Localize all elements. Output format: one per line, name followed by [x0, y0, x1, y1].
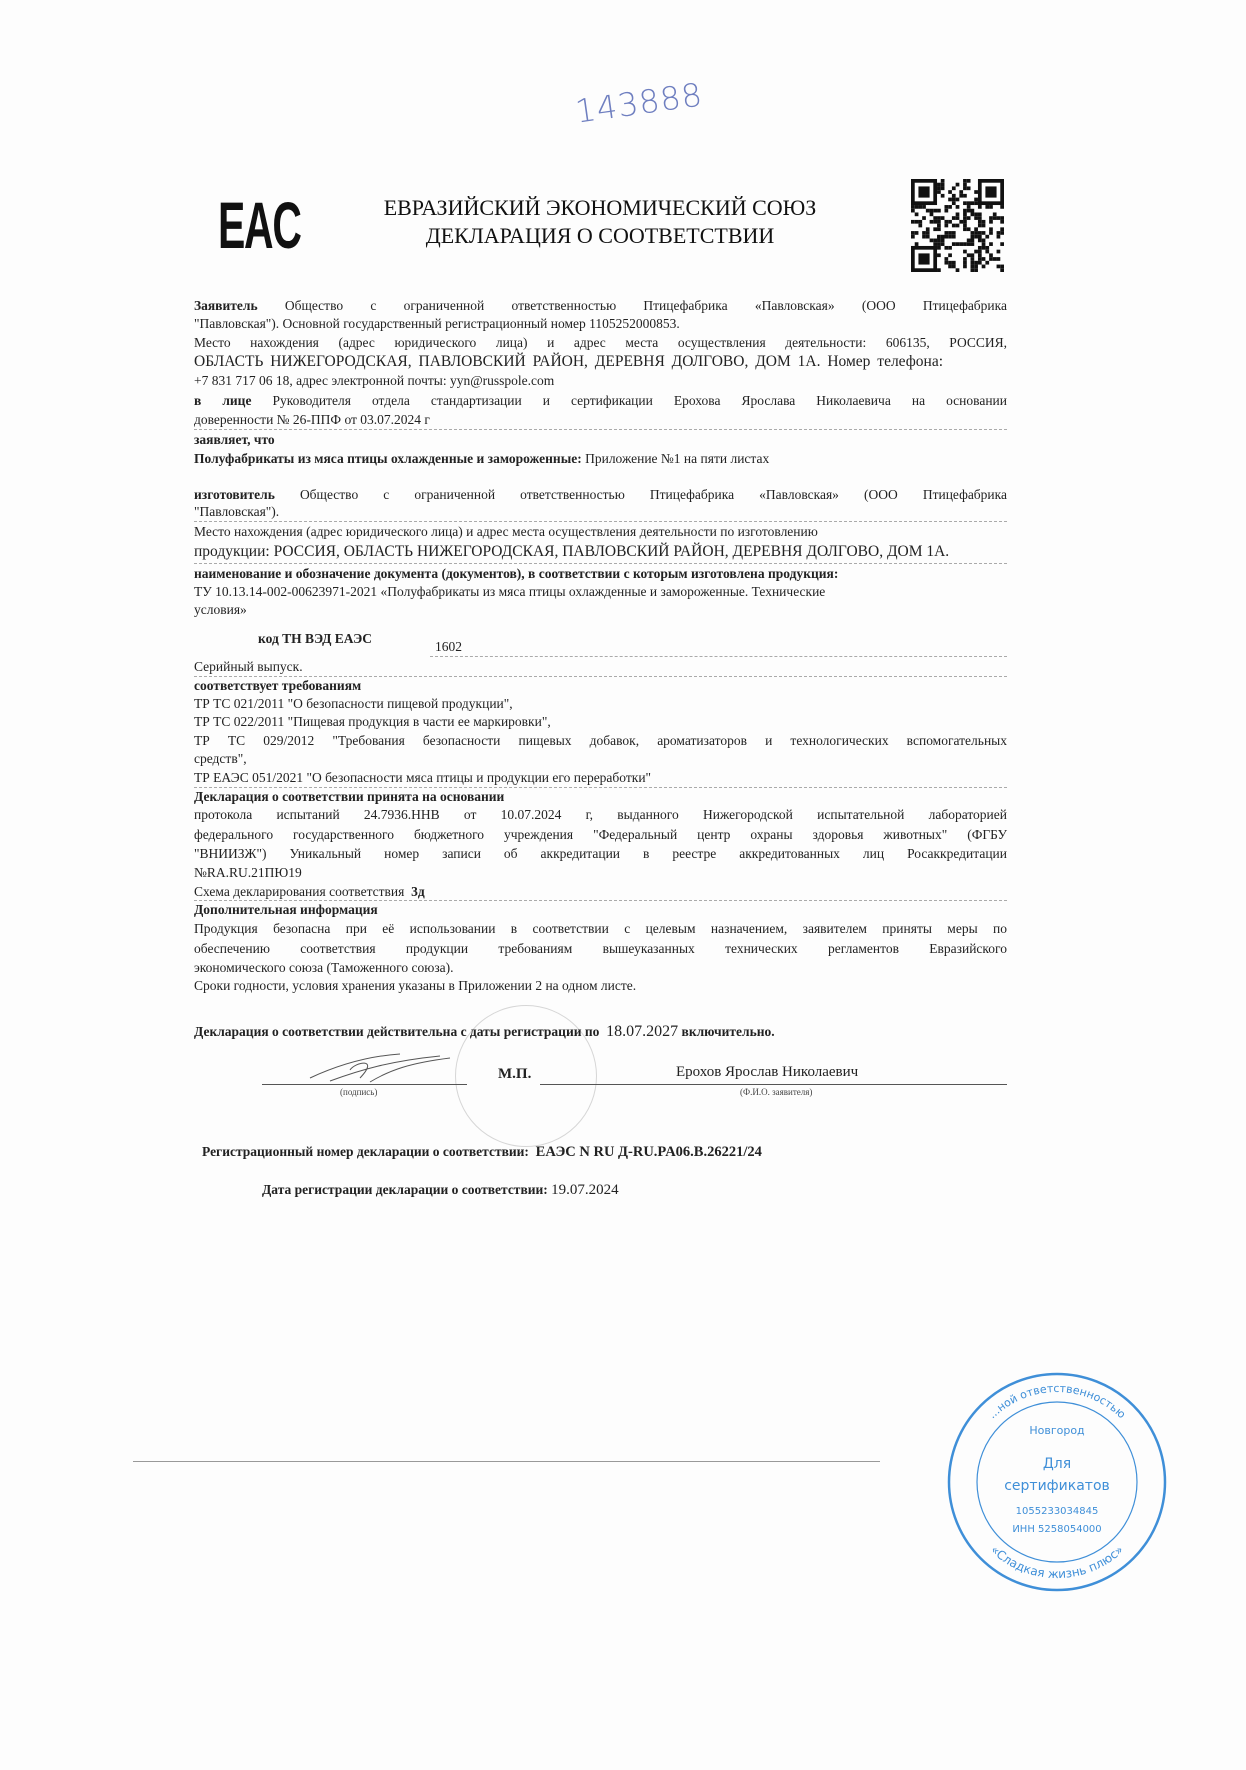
applicant-line-7: доверенности № 26-ППФ от 03.07.2024 г: [194, 412, 430, 427]
name-line: [540, 1084, 1007, 1085]
basis-line: №RA.RU.21ПЮ19: [194, 865, 302, 880]
manufacturer-line-4: продукции: РОССИЯ, ОБЛАСТЬ НИЖЕГОРОДСКАЯ, ПАВЛОВСКИЙ РАЙОН, ДЕРЕВНЯ ДОЛГОВО, ДОМ 1А.: [194, 543, 950, 560]
applicant-line-4: ОБЛАСТЬ НИЖЕГОРОДСКАЯ, ПАВЛОВСКИЙ РАЙОН, ДЕРЕВНЯ ДОЛГОВО, ДОМ 1А. Номер телефона:: [194, 353, 944, 370]
header-union: ЕВРАЗИЙСКИЙ ЭКОНОМИЧЕСКИЙ СОЮЗ: [383, 195, 817, 220]
applicant-name: Ерохов Ярослав Николаевич: [676, 1064, 859, 1080]
applicant-line-2: "Павловская"). Основной государственный регистрационный номер 1105252000853.: [194, 316, 680, 331]
text: Приложение №1 на пяти листах: [585, 451, 770, 466]
text: Декларация о соответствии принята на основании: [194, 789, 505, 804]
text: Общество с ограниченной ответственностью Птицефабрика «Павловская» (ООО Птицефабрика: [284, 298, 1008, 313]
additional-line: Продукция безопасна при её использовании в соответствии с целевым назначением, заявителем приняты меры по: [194, 921, 1007, 936]
rep-label: в лице: [194, 393, 252, 408]
eac-logo: EAC: [218, 188, 301, 262]
basis-label: [194, 788, 1007, 805]
separator: [194, 521, 1007, 522]
hs-code-label: [258, 630, 372, 647]
signature-line: [262, 1084, 467, 1085]
basis-line: "ВНИИЗЖ") Уникальный номер записи об аккредитации в реестре аккредитованных лиц Росаккредитации: [194, 846, 1007, 861]
company-stamp: [943, 1368, 1171, 1596]
text: код ТН ВЭД ЕАЭС: [258, 631, 373, 646]
separator: [194, 429, 1007, 430]
additional-line: обеспечению соответствия продукции требованиям вышеуказанных технических регламентов Евразийского: [194, 941, 1007, 956]
reg-date-line: [262, 1181, 619, 1199]
requirement-item: ТР ЕАЭС 051/2021 "О безопасности мяса птицы и продукции его переработки": [194, 770, 652, 785]
handwritten-number: 143888: [572, 75, 706, 131]
stamp-center-1: Для: [1042, 1456, 1072, 1472]
stamp-name: «Сладкая жизнь плюс»: [987, 1542, 1127, 1582]
additional-label: [194, 901, 1007, 918]
doc-line-1: ТУ 10.13.14-002-00623971-2021 «Полуфабрикаты из мяса птицы охлажденные и замороженные. Технические: [194, 584, 826, 599]
registration-label: Регистрационный номер декларации о соответствии:: [202, 1144, 529, 1159]
separator: [194, 563, 1007, 564]
applicant-label: Заявитель: [194, 298, 258, 313]
stamp-ogrn: 1055233034845: [1015, 1506, 1099, 1517]
additional-line: экономического союза (Таможенного союза).: [194, 960, 454, 975]
requirements-label: [194, 677, 1007, 694]
stamp-city: Новгород: [1029, 1424, 1085, 1437]
registration-number: ЕАЭС N RU Д-RU.PA06.B.26221/24: [535, 1144, 762, 1160]
product-label: Полуфабрикаты из мяса птицы охлажденные и замороженные:: [194, 451, 582, 466]
basis-line: протокола испытаний 24.7936.ННВ от 10.07.2024 г, выданного Нижегородской испытательной лабораторией: [194, 807, 1007, 822]
stamp-top-text: ...ной ответственностью: [985, 1381, 1129, 1422]
text: Общество с ограниченной ответственностью Птицефабрика «Павловская» (ООО Птицефабрика: [299, 487, 1008, 502]
requirement-item: ТР ТС 029/2012 "Требования безопасности пищевых добавок, ароматизаторов и технологических вспомогательных: [194, 733, 1007, 748]
manufacturer-label: изготовитель: [194, 487, 275, 502]
text: наименование и обозначение документа (документов), в соответствии с которым изготовлена продукция:: [194, 566, 839, 581]
stamp-inn: ИНН 5258054000: [1012, 1524, 1102, 1535]
text: соответствует требованиям: [194, 678, 362, 693]
reg-date-label: Дата регистрации декларации о соответствии:: [262, 1182, 548, 1197]
requirement-item: ТР ТС 022/2011 "Пищевая продукция в части ее маркировки",: [194, 714, 551, 729]
validity-label: Декларация о соответствии действительна с даты регистрации по: [194, 1024, 600, 1039]
scheme-value: 3д: [411, 884, 425, 899]
applicant-line-1: [194, 297, 1007, 314]
validity-suffix: включительно.: [681, 1024, 775, 1039]
text: Руководителя отдела стандартизации и сертификации Ерохова Ярослава Николаевича на основании: [272, 393, 1008, 408]
name-caption: (Ф.И.О. заявителя): [740, 1087, 813, 1097]
manufacturer-line-1: [194, 486, 1007, 503]
applicant-line-5: +7 831 717 06 18, адрес электронной почты: yyn@russpole.com: [194, 373, 555, 388]
requirement-item: ТР ТС 021/2011 "О безопасности пищевой продукции",: [194, 696, 513, 711]
reg-date-value: 19.07.2024: [551, 1182, 619, 1198]
validity-date: 18.07.2027: [606, 1023, 679, 1040]
signature-icon: [300, 1048, 460, 1084]
basis-line: федерального государственного бюджетного учреждения "Федеральный центр охраны здоровья животных" (ФГБУ: [194, 827, 1007, 842]
text: Дополнительная информация: [194, 902, 378, 917]
text: заявляет, что: [194, 432, 275, 447]
stamp-center-2: сертификатов: [1004, 1478, 1110, 1494]
bottom-rule: [133, 1461, 880, 1462]
mp-label: М.П.: [498, 1066, 532, 1082]
hs-code-value: 1602: [435, 639, 462, 654]
manufacturer-line-3: Место нахождения (адрес юридического лица) и адрес места осуществления деятельности по изготовлению: [194, 524, 818, 539]
product-line: [194, 450, 1007, 467]
scheme-label: Схема декларирования соответствия: [194, 884, 405, 899]
separator: [430, 656, 1007, 657]
doc-line-2: условия»: [194, 602, 247, 617]
applicant-line-3: Место нахождения (адрес юридического лица) и адрес места осуществления деятельности: 606135, РОССИЯ,: [194, 335, 1007, 350]
registration-line: [202, 1143, 762, 1161]
signature-caption: (подпись): [340, 1087, 378, 1097]
declares-label: [194, 431, 1007, 448]
qr-code-icon: [911, 178, 1004, 273]
serial-text: Серийный выпуск.: [194, 659, 303, 674]
additional-line: Сроки годности, условия хранения указаны в Приложении 2 на одном листе.: [194, 978, 637, 993]
header-doc-title: ДЕКЛАРАЦИЯ О СООТВЕТСТВИИ: [425, 223, 775, 248]
requirement-item: средств",: [194, 751, 247, 766]
validity-line: [194, 1023, 1007, 1040]
manufacturer-line-2: "Павловская").: [194, 504, 280, 519]
scheme-line: [194, 883, 1007, 900]
applicant-line-6: [194, 392, 1007, 409]
doc-label: [194, 565, 1007, 582]
